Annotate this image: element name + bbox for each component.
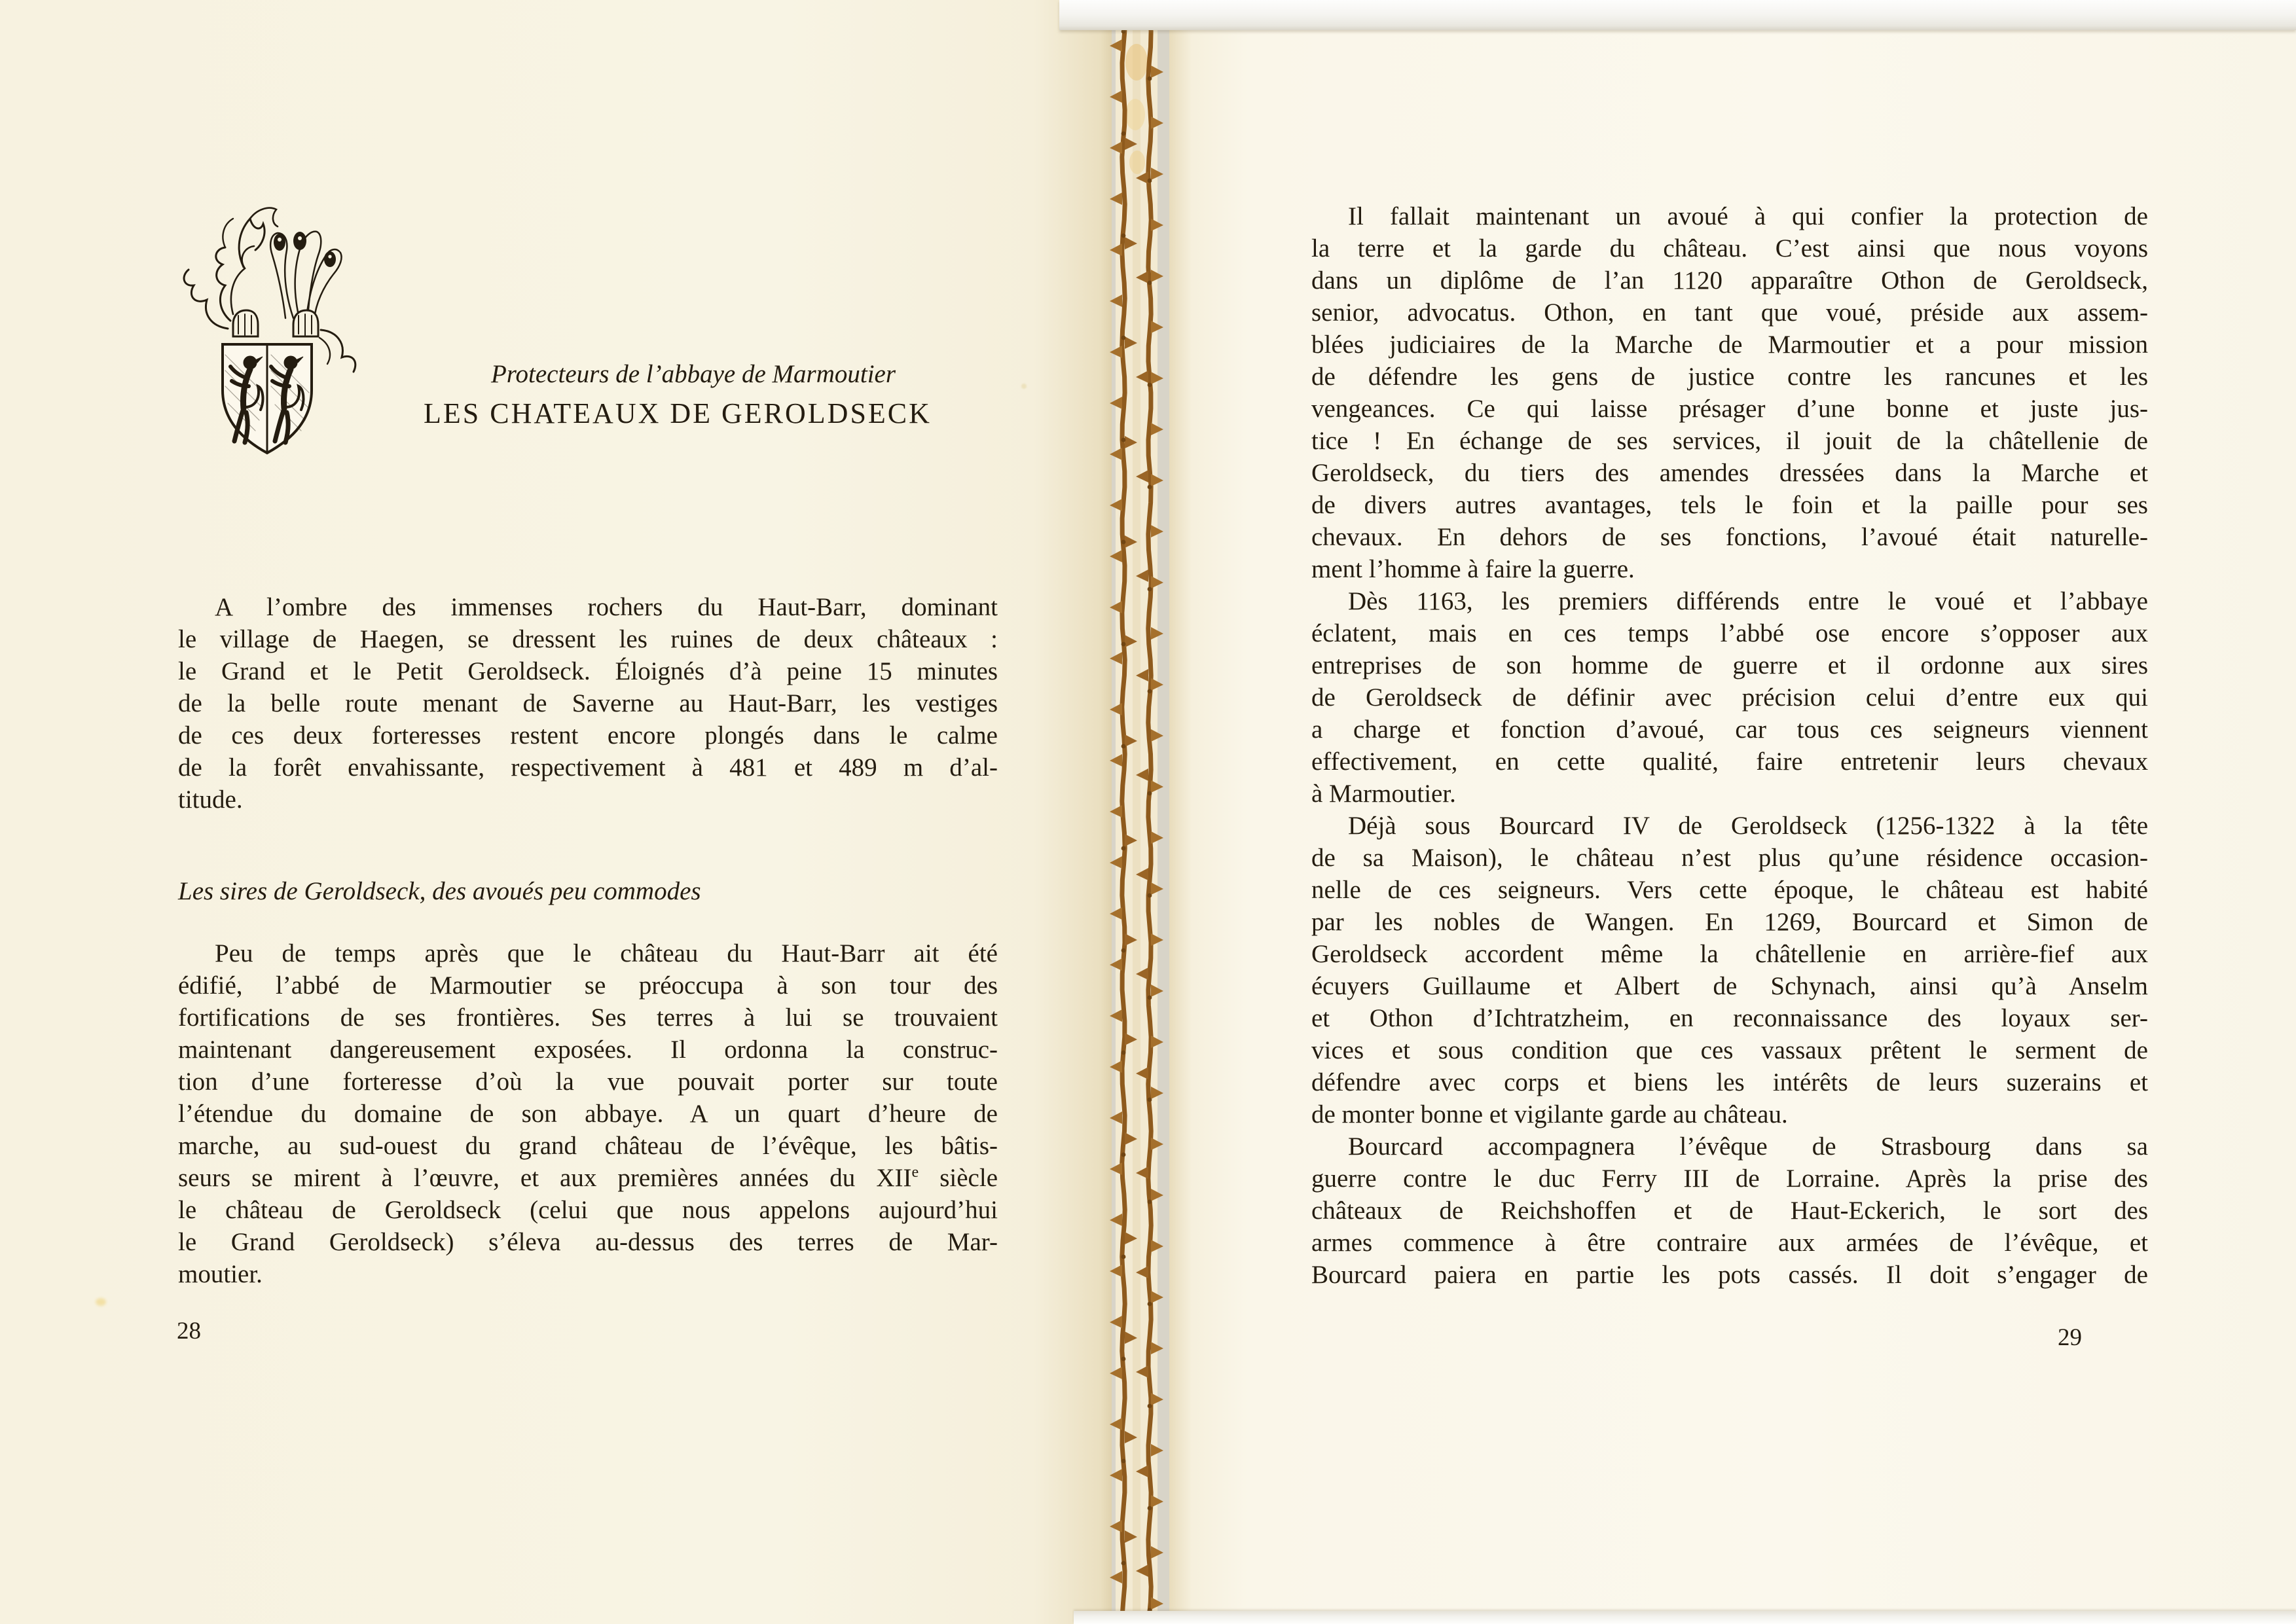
text-line: Déjà sous Bourcard IV de Geroldseck (1256-1322 à la tête: [1348, 812, 2148, 840]
text-line: de la forêt envahissante, respectivement à 481 et 489 m d’al-: [178, 753, 998, 782]
paragraph: [1311, 585, 2148, 810]
text-line: le château de Geroldseck (celui que nous appelons aujourd’hui: [178, 1196, 998, 1224]
text-line: écuyers Guillaume et Albert de Schynach, ainsi qu’à Anselm: [1311, 972, 2148, 1000]
page-number-left: 28: [177, 1318, 201, 1344]
text-line: chevaux. En dehors de ses fonctions, l’avoué était naturelle-: [1311, 523, 2148, 551]
left-page-intro-text: [178, 591, 998, 816]
text-line: et Othon d’Ichtratzheim, en reconnaissance des loyaux ser-: [1311, 1004, 2148, 1032]
paper-stain: [1021, 384, 1027, 389]
text-line: la terre et la garde du château. C’est ainsi que nous voyons: [1311, 234, 2148, 262]
text-line: guerre contre le duc Ferry III de Lorraine. Après la prise des: [1311, 1164, 2148, 1193]
text-line: nelle de ces seigneurs. Vers cette époque, le château est habité: [1311, 876, 2148, 904]
text-line: le Grand et le Petit Geroldseck. Éloignés d’à peine 15 minutes: [178, 657, 998, 685]
paragraph: [1311, 1130, 2148, 1291]
text-line: Dès 1163, les premiers différends entre le voué et l’abbaye: [1348, 587, 2148, 615]
text-line: marche, au sud-ouest du grand château de l’évêque, les bâtis-: [178, 1132, 998, 1160]
text-line: de défendre les gens de justice contre les rancunes et les: [1311, 363, 2148, 391]
text-line: Il fallait maintenant un avoué à qui confier la protection de: [1348, 202, 2148, 230]
binding-stitches: [1106, 0, 1169, 1624]
scanner-edge-bottom: [1074, 1611, 2296, 1624]
text-line: entreprises de son homme de guerre et il ordonne aux sires: [1311, 651, 2148, 679]
text-line: de monter bonne et vigilante garde au château.: [1311, 1100, 1788, 1128]
text-line: ment l’homme à faire la guerre.: [1311, 555, 1635, 583]
text-line: dans un diplôme de l’an 1120 apparaître Othon de Geroldseck,: [1311, 266, 2148, 295]
text-line: de divers autres avantages, tels le foin et la paille pour ses: [1311, 491, 2148, 519]
book-binding: [1106, 0, 1169, 1624]
text-line: senior, advocatus. Othon, en tant que voué, préside aux assem-: [1311, 298, 2148, 327]
text-line: Geroldseck accordent même la châtellenie en arrière-fief aux: [1311, 940, 2148, 968]
paragraph: [1311, 810, 2148, 1130]
text-line: vengeances. Ce qui laisse présager d’une bonne et juste jus-: [1311, 395, 2148, 423]
text-line: Peu de temps après que le château du Haut-Barr ait été: [215, 939, 998, 967]
text-line: maintenant dangereusement exposées. Il ordonna la construc-: [178, 1036, 998, 1064]
text-line: tice ! En échange de ses services, il jouit de la châtellenie de: [1311, 427, 2148, 455]
chapter-kicker: Protecteurs de l’abbaye de Marmoutier: [490, 360, 896, 388]
text-line: a charge et fonction d’avoué, car tous ces seigneurs viennent: [1311, 715, 2148, 744]
paragraph: [178, 591, 998, 816]
text-line: fortifications de ses frontières. Ses terres à lui se trouvaient: [178, 1003, 998, 1032]
text-line: à Marmoutier.: [1311, 780, 1456, 808]
scanner-edge-top: [1059, 0, 2296, 30]
section-heading: Les sires de Geroldseck, des avoués peu commodes: [178, 877, 701, 905]
text-line: de ces deux forteresses restent encore plongés dans le calme: [178, 721, 998, 749]
text-line: armes commence à être contraire aux armées de l’évêque, et: [1311, 1229, 2148, 1257]
text-line: éclatent, mais en ces temps l’abbé ose encore s’opposer aux: [1311, 619, 2148, 647]
text-line: l’étendue du domaine de son abbaye. A un quart d’heure de: [178, 1100, 998, 1128]
text-line: A l’ombre des immenses rochers du Haut-Barr, dominant: [215, 593, 998, 621]
text-line: tion d’une forteresse d’où la vue pouvait porter sur toute: [178, 1068, 998, 1096]
text-line: de Geroldseck de définir avec précision celui d’entre eux qui: [1311, 683, 2148, 712]
text-line: Bourcard paiera en partie les pots cassés. Il doit s’engager de: [1311, 1261, 2148, 1289]
right-page-body-text: [1311, 200, 2148, 1291]
right-page: [1169, 0, 2296, 1624]
chapter-header: [376, 359, 979, 432]
text-line: Bourcard accompagnera l’évêque de Strasbourg dans sa: [1348, 1132, 2148, 1161]
text-line: de la belle route menant de Saverne au Haut-Barr, les vestiges: [178, 689, 998, 717]
text-line: blées judiciaires de la Marche de Marmoutier et a pour mission: [1311, 331, 2148, 359]
text-line: vices et sous condition que ces vassaux prêtent le serment de: [1311, 1036, 2148, 1064]
page-number-right: 29: [2058, 1324, 2082, 1351]
text-line: par les nobles de Wangen. En 1269, Bourcard et Simon de: [1311, 908, 2148, 936]
text-line: le village de Haegen, se dressent les ruines de deux châteaux :: [178, 625, 998, 653]
chapter-title: LES CHATEAUX DE GEROLDSECK: [424, 397, 932, 429]
text-line: le Grand Geroldseck) s’éleva au-dessus des terres de Mar-: [178, 1228, 998, 1256]
left-page-body-text: [178, 937, 998, 1290]
paper-stain: [96, 1298, 106, 1306]
text-line: défendre avec corps et biens les intérêts de leurs suzerains et: [1311, 1068, 2148, 1096]
text-line: Geroldseck, du tiers des amendes dressées dans la Marche et: [1311, 459, 2148, 487]
text-line: moutier.: [178, 1260, 263, 1288]
text-line: seurs se mirent à l’œuvre, et aux premières années du XIIe siècle: [178, 1163, 998, 1192]
paragraph: [178, 937, 998, 1290]
text-line: édifié, l’abbé de Marmoutier se préoccupa à son tour des: [178, 971, 998, 1000]
coat-of-arms-illustration: [165, 190, 369, 461]
text-line: titude.: [178, 785, 243, 814]
text-line: châteaux de Reichshoffen et de Haut-Eckerich, le sort des: [1311, 1197, 2148, 1225]
left-page: [0, 0, 1112, 1624]
paragraph: [1311, 200, 2148, 585]
text-line: de sa Maison), le château n’est plus qu’une résidence occasion-: [1311, 844, 2148, 872]
text-line: effectivement, en cette qualité, faire entretenir leurs chevaux: [1311, 748, 2148, 776]
